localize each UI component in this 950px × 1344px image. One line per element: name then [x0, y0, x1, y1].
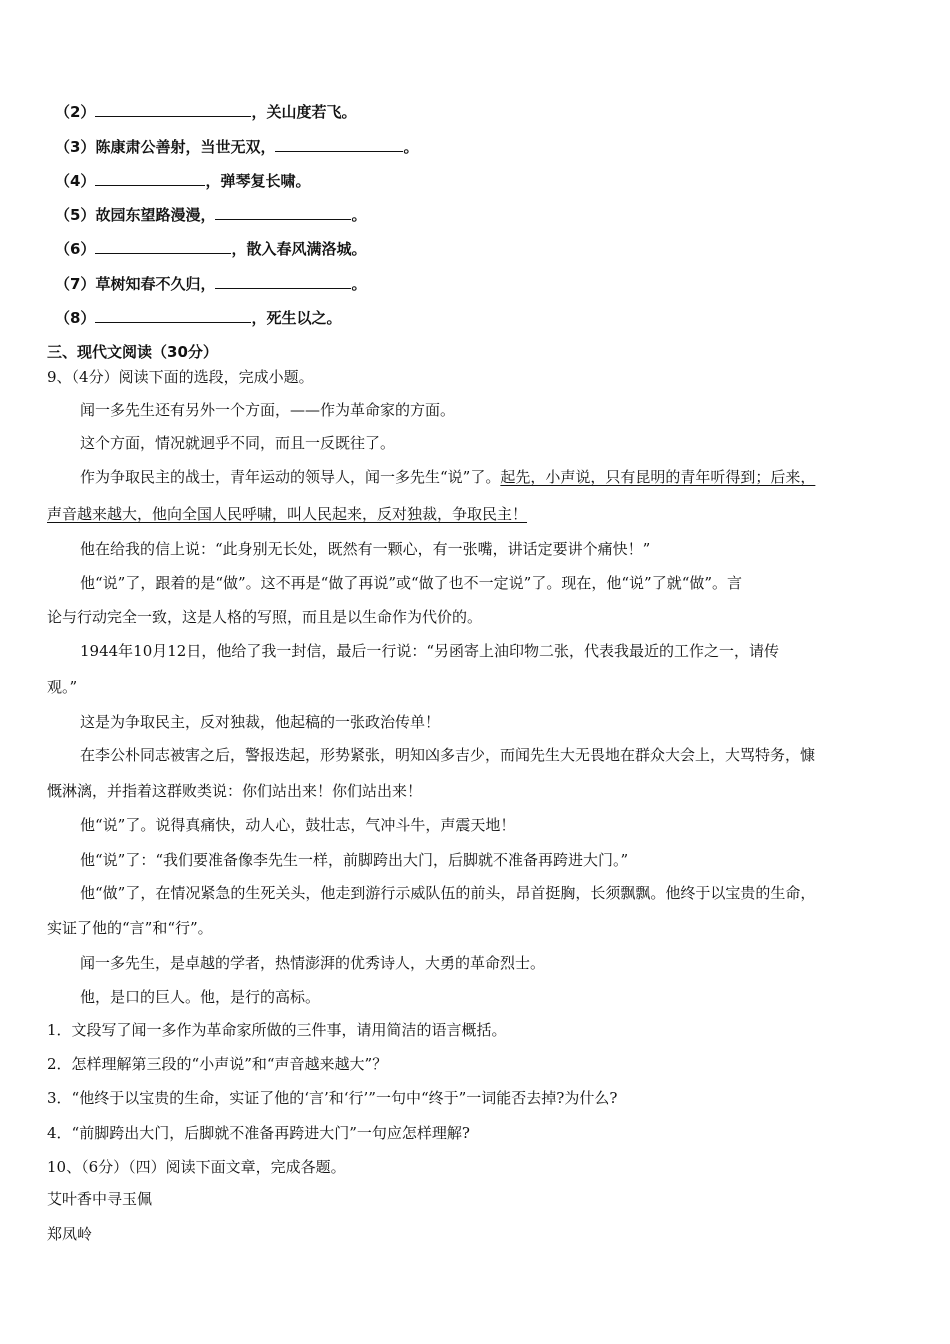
question-item: 2．怎样理解第三段的“小声说”和“声音越来越大”？: [47, 1055, 388, 1073]
passage-paragraph: 他“说”了。说得真痛快，动人心，鼓壮志，气冲斗牛，声震天地！: [80, 816, 516, 834]
answer-blank[interactable]: [95, 102, 251, 117]
answer-blank[interactable]: [95, 308, 251, 323]
passage-paragraph: 他在给我的信上说：“此身别无长处，既然有一颗心，有一张嘴，讲话定要讲个痛快！”: [80, 540, 651, 558]
passage-paragraph: 这是为争取民主，反对独裁，他起稿的一张政治传单！: [80, 713, 441, 731]
fill-blank-item: （7）草树知春不久归， 。: [55, 275, 367, 293]
answer-blank[interactable]: [95, 171, 205, 186]
article-author: 郑凤岭: [47, 1225, 93, 1243]
answer-blank[interactable]: [215, 274, 351, 289]
article-title: 艾叶香中寻玉佩: [47, 1190, 153, 1208]
passage-paragraph: 闻一多先生，是卓越的学者，热情澎湃的优秀诗人，大勇的革命烈士。: [80, 954, 546, 972]
passage-paragraph: 他，是口的巨人。他，是行的高标。: [80, 988, 321, 1006]
question-intro: 10、（6分）（四）阅读下面文章，完成各题。: [47, 1158, 346, 1176]
fill-blank-item: （8） ，死生以之。: [55, 309, 342, 327]
question-item: 1．文段写了闻一多作为革命家所做的三件事，请用简洁的语言概括。: [47, 1021, 507, 1039]
passage-paragraph: 作为争取民主的战士，青年运动的领导人，闻一多先生“说”了。起先，小声说，只有昆明的青年听得到；后来，: [80, 468, 816, 486]
passage-paragraph: 闻一多先生还有另外一个方面，——作为革命家的方面。: [80, 401, 456, 419]
fill-blank-item: （6） ，散入春风满洛城。: [55, 240, 367, 258]
fill-blank-item: （3）陈康肃公善射，当世无双， 。: [55, 138, 419, 156]
answer-blank[interactable]: [275, 137, 403, 152]
question-item: 4．“前脚跨出大门，后脚就不准备再跨进大门”一句应怎样理解?: [47, 1124, 470, 1142]
passage-paragraph: 在李公朴同志被害之后，警报迭起，形势紧张，明知凶多吉少，而闻先生大无畏地在群众大会上，大骂特务，慷: [80, 746, 816, 764]
passage-paragraph-cont: 论与行动完全一致，这是人格的写照，而且是以生命作为代价的。: [47, 608, 483, 626]
answer-blank[interactable]: [215, 205, 351, 220]
passage-paragraph-cont: 观。”: [47, 678, 78, 696]
passage-paragraph: 他“说”了：“我们要准备像李先生一样，前脚跨出大门，后脚就不准备再跨进大门。”: [80, 851, 629, 869]
fill-blank-item: （5）故园东望路漫漫， 。: [55, 206, 367, 224]
question-item: 3．“他终于以宝贵的生命，实证了他的‘言’和‘行’”一句中“终于”一词能否去掉?为什么?: [47, 1089, 618, 1107]
passage-paragraph: 1944年10月12日，他给了我一封信，最后一行说：“另函寄上油印物二张，代表我最近的工作之一，请传: [80, 642, 780, 660]
passage-paragraph-cont: 慨淋漓，并指着这群败类说：你们站出来！你们站出来！: [47, 782, 423, 800]
underlined-sentence: 起先，小声说，只有昆明的青年听得到；后来，: [500, 468, 816, 486]
fill-blank-item: （2） ，关山度若飞。: [55, 103, 357, 121]
answer-blank[interactable]: [95, 239, 231, 254]
underlined-sentence: 声音越来越大，他向全国人民呼啸，叫人民起来，反对独裁，争取民主！: [47, 505, 528, 523]
passage-paragraph: 他“做”了，在情况紧急的生死关头，他走到游行示威队伍的前头，昂首挺胸，长须飘飘。他终于以宝贵的生命，: [80, 884, 816, 902]
question-intro: 9、（4分）阅读下面的选段，完成小题。: [47, 368, 314, 386]
passage-paragraph: 这个方面，情况就迥乎不同，而且一反既往了。: [80, 434, 396, 452]
passage-paragraph-cont: 实证了他的“言”和“行”。: [47, 919, 213, 937]
fill-blank-item: （4） ，弹琴复长啸。: [55, 172, 311, 190]
passage-paragraph: 他“说”了，跟着的是“做”。这不再是“做了再说”或“做了也不一定说”了。现在，他“说”了就“做”。言: [80, 574, 743, 592]
section-heading: 三、现代文阅读（30分）: [47, 343, 218, 361]
